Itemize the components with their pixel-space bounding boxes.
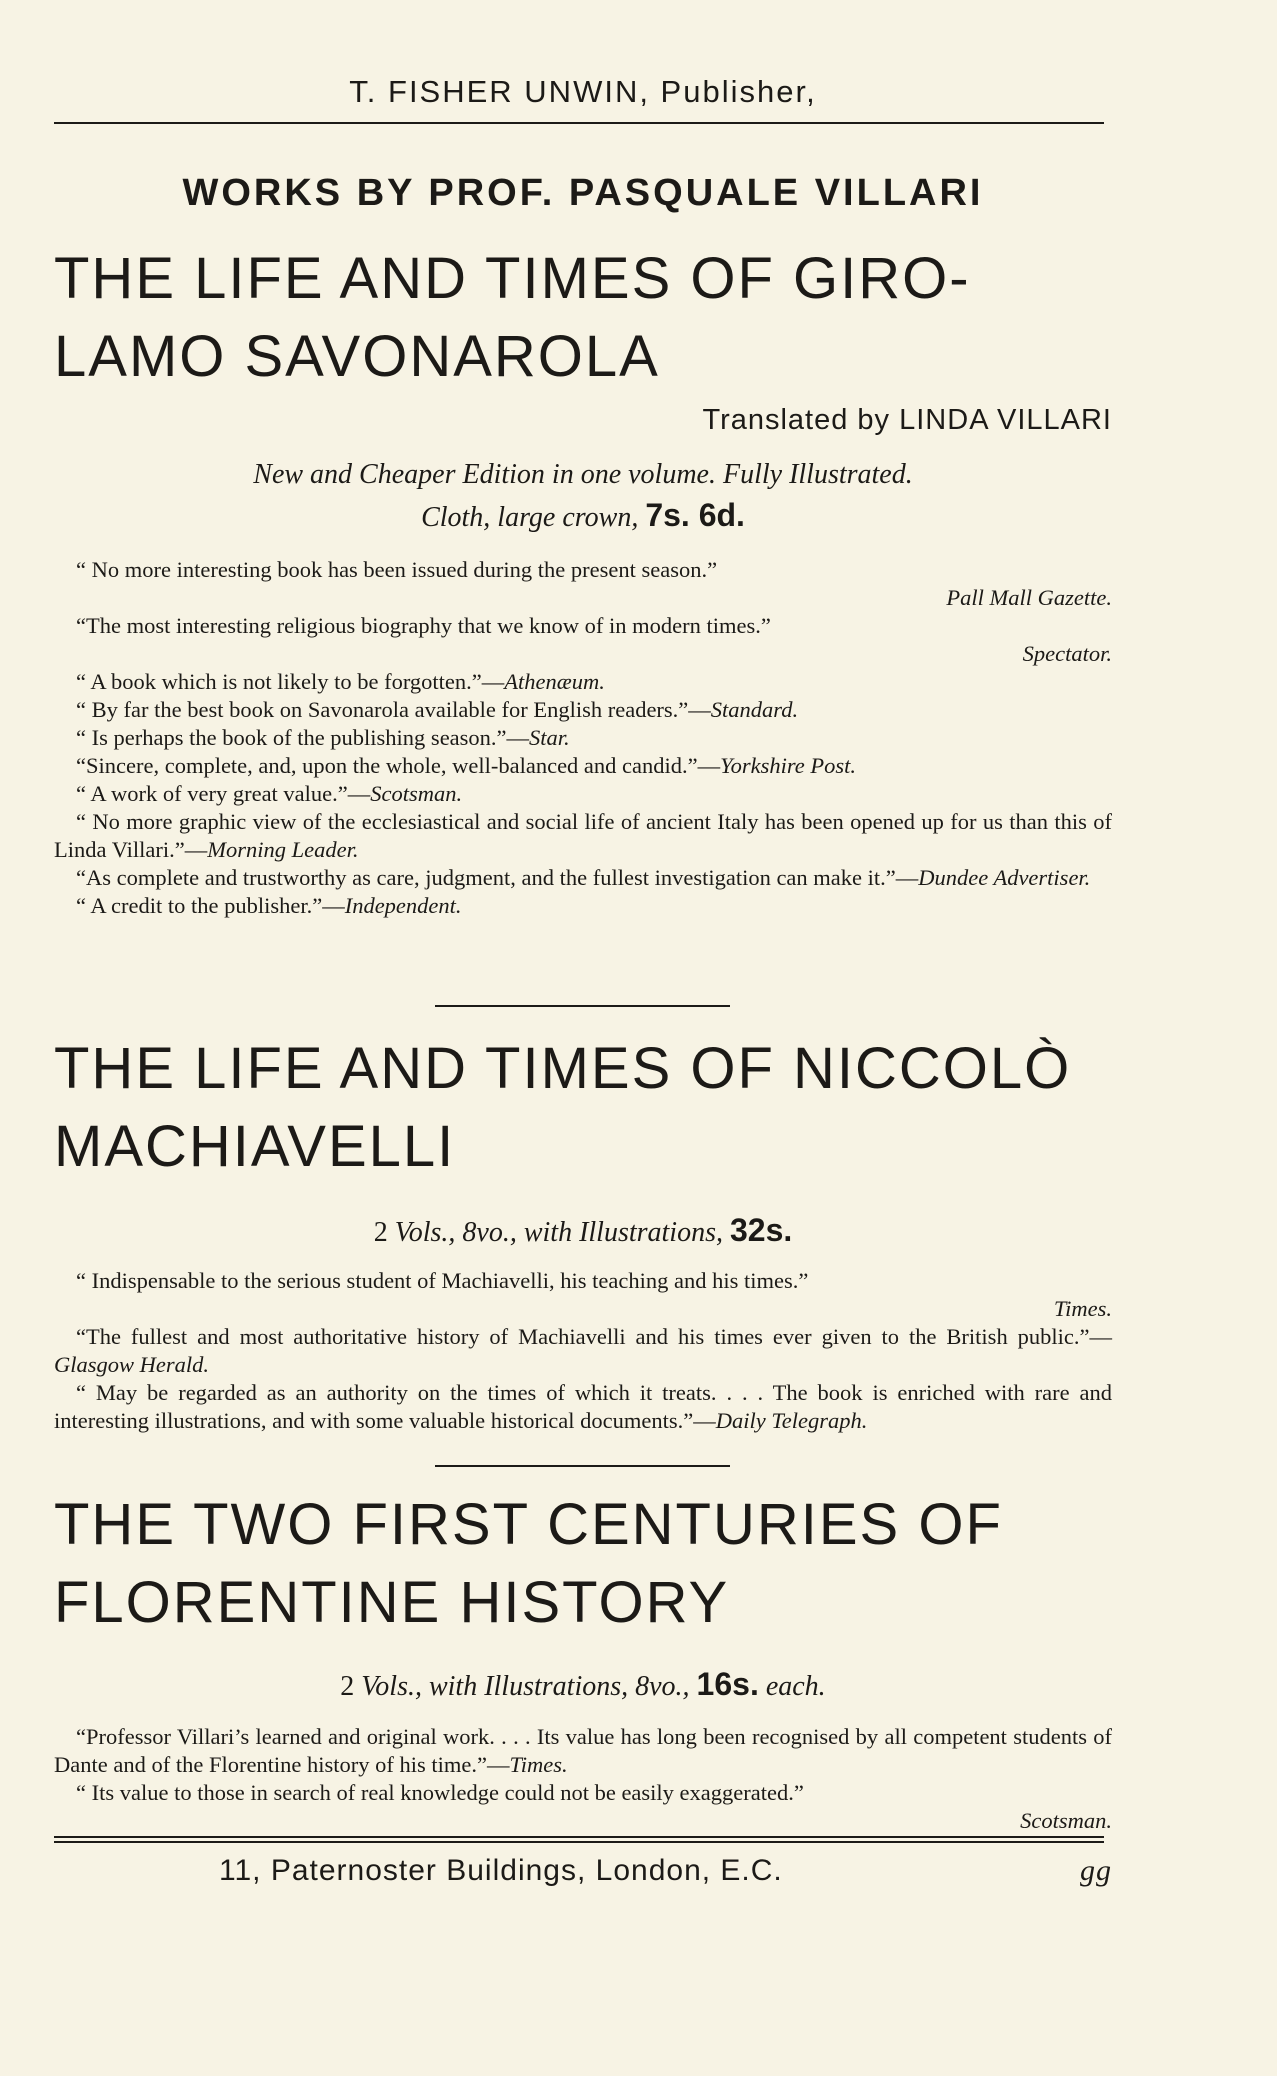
quote-text: “ By far the best book on Savonarola available for English readers.”—: [76, 697, 711, 722]
edition-line: [54, 455, 1112, 538]
quote-text: “ Indispensable to the serious student of Machiavelli, his teaching and his times.”: [76, 1268, 809, 1293]
review-quote: [54, 808, 1112, 864]
quote-text: “Sincere, complete, and, upon the whole, well-balanced and candid.”—: [76, 753, 721, 778]
edition-text: New and Cheaper Edition in one volume. Fully Illustrated.: [253, 459, 913, 490]
quote-text: “ May be regarded as an authority on the times of which it treats. . . . The book is enriched with rare and interesting illustrations, and with some valuable historical documents.”—: [54, 1380, 1112, 1433]
quote-source: Daily Telegraph.: [715, 1408, 868, 1433]
book-title-line: THE LIFE AND TIMES OF GIRO-: [54, 246, 971, 311]
book-machiavelli: [54, 1030, 1112, 1435]
book-title-line: LAMO SAVONAROLA: [54, 324, 660, 389]
edition-prefix: 2: [340, 1671, 355, 1702]
works-heading: WORKS BY PROF. PASQUALE VILLARI: [182, 172, 984, 214]
quote-text: “ No more graphic view of the ecclesiastical and social life of ancient Italy has been opened up for us than this of Linda Villari.”—: [54, 809, 1112, 862]
section-divider: [435, 1005, 730, 1007]
publisher-address: 11, Paternoster Buildings, London, E.C.: [219, 1854, 783, 1887]
book-title-line: THE LIFE AND TIMES OF NICCOLÒ: [54, 1036, 1072, 1101]
quote-text: “Professor Villari’s learned and original work. . . . Its value has long been recognised by all competent students of Dante and of the Florentine history of his time.”—: [54, 1724, 1112, 1777]
translator-credit: Translated by LINDA VILLARI: [702, 404, 1112, 436]
quote-text: “As complete and trustworthy as care, judgment, and the fullest investigation can make it.”—: [76, 865, 919, 890]
book-florentine-history: [54, 1486, 1112, 1835]
review-quote: [54, 556, 1112, 584]
quote-text: “ A work of very great value.”—: [76, 781, 371, 806]
edition-price-line: [54, 495, 1112, 538]
review-quote: [54, 668, 1112, 696]
edition-prefix: 2: [373, 1217, 388, 1248]
quote-source: Dundee Advertiser.: [918, 865, 1091, 890]
quote-source: Morning Leader.: [207, 837, 359, 862]
edition-text: Vols., with Illustrations, 8vo.,: [361, 1671, 690, 1702]
quote-source: Pall Mall Gazette.: [946, 585, 1112, 610]
review-quote: [54, 1379, 1112, 1435]
book-title-line: MACHIAVELLI: [54, 1114, 456, 1179]
review-quote: [54, 1779, 1112, 1807]
quote-source: Scotsman.: [1020, 1808, 1112, 1833]
footer-rule: [54, 1836, 1104, 1838]
edition-text: Cloth, large crown,: [421, 502, 639, 533]
quote-source: Scotsman.: [370, 781, 463, 806]
signature-mark: gg: [1080, 1854, 1112, 1887]
review-quote: [54, 752, 1112, 780]
review-quote: [54, 780, 1112, 808]
review-quotes: [54, 556, 1112, 920]
review-quotes: [54, 1267, 1112, 1435]
book-savonarola: [54, 240, 1112, 920]
footer-rule: [54, 1841, 1104, 1843]
review-quote: [54, 724, 1112, 752]
quote-text: “ A book which is not likely to be forgotten.”—: [76, 669, 505, 694]
quote-source: Star.: [529, 725, 570, 750]
quote-text: “The most interesting religious biography that we know of in modern times.”: [76, 613, 771, 638]
quote-text: “ Is perhaps the book of the publishing season.”—: [76, 725, 530, 750]
edition-line: [54, 1210, 1112, 1253]
quote-source: Times.: [509, 1752, 568, 1777]
edition-text: Vols., 8vo., with Illustrations,: [394, 1217, 723, 1248]
publisher-header: T. FISHER UNWIN, Publisher,: [349, 74, 817, 109]
edition-suffix: each.: [765, 1671, 826, 1702]
section-divider: [435, 1465, 730, 1467]
header-rule: [54, 122, 1104, 124]
quote-source: Times.: [1053, 1296, 1112, 1321]
quote-text: “ Its value to those in search of real knowledge could not be easily exaggerated.”: [76, 1780, 804, 1805]
quote-text: “ No more interesting book has been issued during the present season.”: [76, 557, 718, 582]
book-title-line: THE TWO FIRST CENTURIES OF: [54, 1492, 1003, 1557]
edition-line: [54, 1664, 1112, 1707]
price: 32s.: [729, 1212, 793, 1248]
quote-source: Independent.: [344, 893, 462, 918]
quote-text: “The fullest and most authoritative history of Machiavelli and his times ever given to the British public.”—: [76, 1324, 1112, 1349]
review-quote: [54, 1267, 1112, 1295]
review-quote: [54, 696, 1112, 724]
quote-source: Standard.: [710, 697, 799, 722]
review-quotes: [54, 1723, 1112, 1835]
review-quote: [54, 864, 1112, 892]
price: 7s. 6d.: [645, 497, 745, 533]
review-quote: [54, 892, 1112, 920]
review-quote: [54, 1723, 1112, 1779]
quote-text: “ A credit to the publisher.”—: [76, 893, 345, 918]
review-quote: [54, 1323, 1112, 1379]
price: 16s.: [696, 1666, 759, 1702]
quote-source: Spectator.: [1022, 641, 1112, 666]
quote-source: Glasgow Herald.: [54, 1352, 210, 1377]
review-quote: [54, 612, 1112, 640]
quote-source: Athenæum.: [504, 669, 605, 694]
quote-source: Yorkshire Post.: [720, 753, 856, 778]
book-title-line: FLORENTINE HISTORY: [54, 1570, 730, 1635]
